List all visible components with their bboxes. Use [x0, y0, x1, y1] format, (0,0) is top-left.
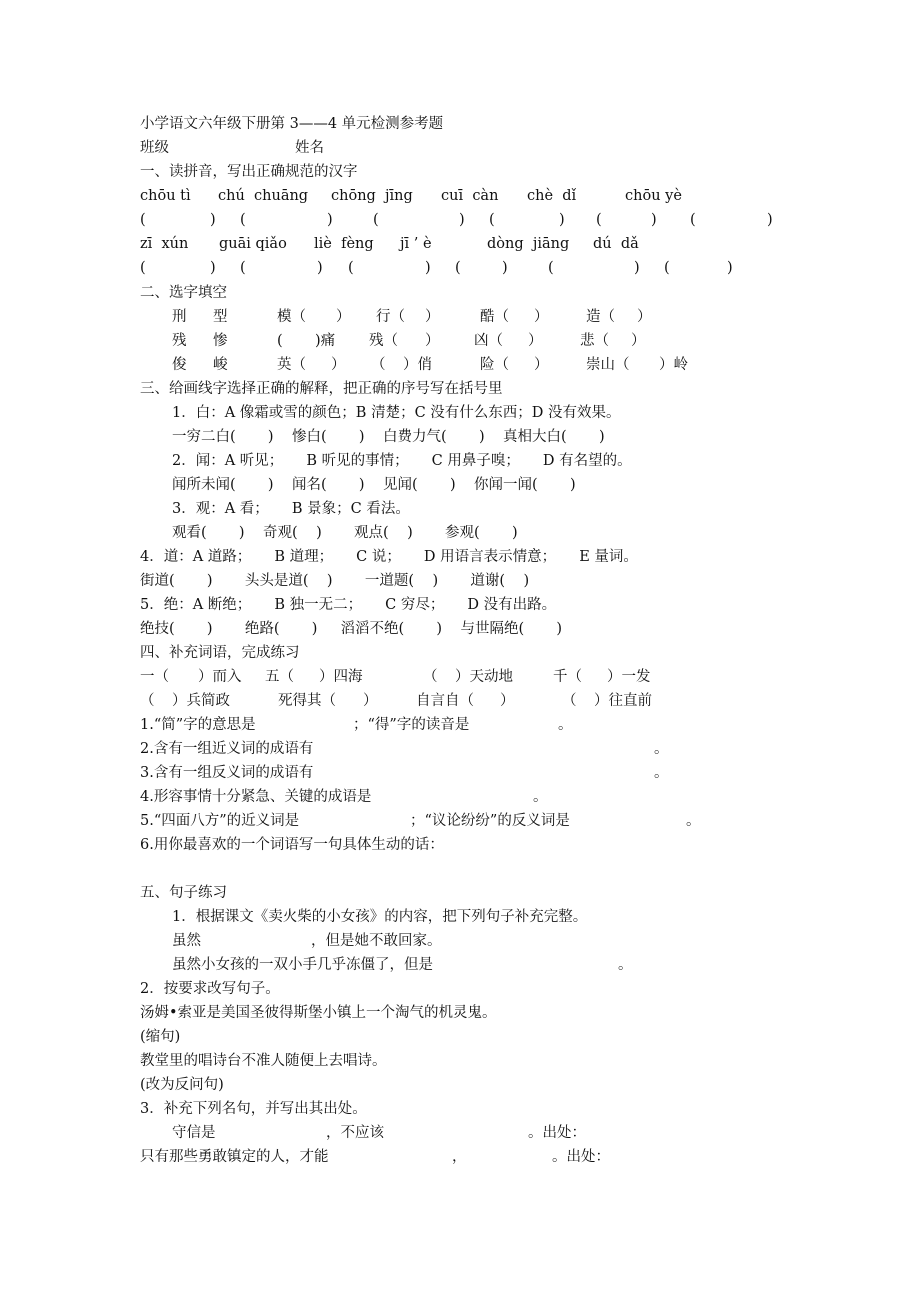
text-segment: 2.含有一组近义词的成语有 — [140, 741, 314, 757]
text-segment: ) — [502, 260, 508, 276]
text-segment: dòng jiāng — [487, 236, 570, 252]
text-segment: 4.形容事情十分紧急、关键的成语是 — [140, 789, 372, 805]
text-segment: 。 — [654, 741, 669, 757]
text-segment: 行（ — [376, 309, 405, 325]
text-segment: ） — [500, 693, 515, 709]
text-segment: 2．闻：A 听见； B 听见的事情； C 用鼻子嗅； D 有名望的。 — [172, 453, 632, 469]
text-segment: ) — [767, 212, 773, 228]
text-segment: chōng jīng — [331, 188, 413, 204]
text-segment: ）兵简政 — [172, 693, 230, 709]
text-segment: 班级 — [140, 140, 169, 156]
text-segment: ）四海 — [319, 669, 363, 685]
text-segment: 闻所未闻( ) 闻名( ) 见闻( ) 你闻一闻( ) — [172, 477, 576, 493]
text-segment: ）一发 — [607, 669, 651, 685]
text-segment: (改为反问句) — [140, 1077, 224, 1093]
text-segment: 街道( ) 头头是道( ) 一道题( ) 道谢( ) — [140, 573, 530, 589]
text-segment: chú chuāng — [218, 188, 309, 204]
text-segment: 虽然小女孩的一双小手几乎冻僵了，但是 — [172, 957, 433, 973]
text-segment: ) — [651, 212, 657, 228]
text-segment: 崇山（ — [586, 357, 630, 373]
text-segment: 。 — [533, 789, 548, 805]
text-segment: (缩句) — [140, 1029, 181, 1045]
text-segment: jī ’ è — [400, 236, 432, 252]
text-segment: ( — [455, 260, 461, 276]
text-segment: ，但是她不敢回家。 — [311, 933, 442, 949]
text-segment: 守信是 — [172, 1125, 216, 1141]
text-segment: 惨 — [213, 333, 228, 349]
text-segment: ）岭 — [659, 357, 688, 373]
text-segment: 3．补充下列名句，并写出其出处。 — [140, 1101, 367, 1117]
text-segment: ） — [336, 309, 351, 325]
text-segment: ） — [631, 333, 646, 349]
text-segment: ( — [373, 212, 379, 228]
text-segment: 。 — [654, 765, 669, 781]
text-segment: 4．道：A 道路； B 道理； C 说； D 用语言表示情意； E 量词。 — [140, 549, 638, 565]
text-segment: ( — [664, 260, 670, 276]
text-segment: 二、选字填空 — [140, 285, 227, 301]
text-segment: chè dǐ — [527, 188, 577, 204]
text-segment: 。 — [686, 813, 701, 829]
text-segment: 五（ — [265, 669, 294, 685]
text-segment: 。出处： — [552, 1149, 610, 1165]
text-segment: ） — [363, 693, 378, 709]
text-segment: guāi qiǎo — [219, 236, 287, 252]
text-segment: 峻 — [213, 357, 228, 373]
text-segment: 千（ — [553, 669, 582, 685]
text-segment: 三、给画线字选择正确的解释，把正确的序号写在括号里 — [140, 381, 503, 397]
text-segment: ）俏 — [403, 357, 432, 373]
text-segment: ）而入 — [198, 669, 242, 685]
text-segment: 6.用你最喜欢的一个词语写一句具体生动的话： — [140, 837, 444, 853]
text-segment: 汤姆•索亚是美国圣彼得斯堡小镇上一个淘气的机灵鬼。 — [140, 1005, 497, 1021]
text-segment: 。出处： — [528, 1125, 586, 1141]
text-segment: 观看( ) 奇观( ) 观点( ) 参观( ) — [172, 525, 518, 541]
text-segment: （ — [140, 693, 155, 709]
text-segment: ) — [327, 212, 333, 228]
text-segment: cuī càn — [441, 188, 499, 204]
text-segment: 刑 — [172, 309, 187, 325]
text-segment: 。 — [618, 957, 633, 973]
text-segment: 只有那些勇敢镇定的人，才能 — [140, 1149, 329, 1165]
text-segment: 教堂里的唱诗台不准人随便上去唱诗。 — [140, 1053, 387, 1069]
text-segment: 1.“简”字的意思是 — [140, 717, 256, 733]
text-segment: )痛 — [315, 333, 336, 349]
text-segment: ) — [559, 212, 565, 228]
text-segment: liè fèng — [314, 236, 374, 252]
text-segment: ）天动地 — [455, 669, 513, 685]
text-segment: ( — [348, 260, 354, 276]
text-segment: （ — [371, 357, 386, 373]
text-segment: 姓名 — [295, 140, 324, 156]
text-segment: 造（ — [586, 309, 615, 325]
text-segment: （ — [423, 669, 438, 685]
text-segment: ( — [240, 212, 246, 228]
text-segment: ） — [534, 309, 549, 325]
text-segment: 四、补充词语，完成练习 — [140, 645, 300, 661]
text-segment: ) — [425, 260, 431, 276]
text-segment: ） — [425, 333, 440, 349]
text-segment: ， — [452, 1149, 467, 1165]
text-segment: ） — [425, 309, 440, 325]
text-segment: ( — [489, 212, 495, 228]
text-segment: 型 — [213, 309, 228, 325]
text-segment: dú dǎ — [593, 236, 639, 252]
text-segment: ) — [210, 260, 216, 276]
text-segment: 一、读拼音，写出正确规范的汉字 — [140, 164, 358, 180]
text-segment: ，不应该 — [326, 1125, 384, 1141]
text-segment: ( — [140, 212, 146, 228]
text-segment: 一穷二白( ) 惨白( ) 白费力气( ) 真相大白( ) — [172, 429, 605, 445]
text-segment: ) — [634, 260, 640, 276]
text-segment: 酷（ — [480, 309, 509, 325]
text-segment: ( — [277, 333, 283, 349]
text-segment: 3．观：A 看； B 景象；C 看法。 — [172, 501, 410, 517]
text-segment: ( — [140, 260, 146, 276]
text-segment: ) — [727, 260, 733, 276]
text-segment: chōu yè — [625, 188, 682, 204]
text-segment: （ — [562, 693, 577, 709]
text-segment: 五、句子练习 — [140, 885, 227, 901]
text-segment: ( — [690, 212, 696, 228]
text-segment: ；“得”字的读音是 — [353, 717, 470, 733]
text-segment: ( — [548, 260, 554, 276]
text-segment: 一（ — [140, 669, 169, 685]
text-segment: 残 — [172, 333, 187, 349]
text-segment: 5．绝：A 断绝； B 独一无二； C 穷尽； D 没有出路。 — [140, 597, 557, 613]
text-segment: 绝技( ) 绝路( ) 滔滔不绝( ) 与世隔绝( ) — [140, 621, 563, 637]
text-segment: 英（ — [277, 357, 306, 373]
text-segment: 虽然 — [172, 933, 201, 949]
text-segment: 残（ — [369, 333, 398, 349]
text-segment: 险（ — [480, 357, 509, 373]
text-segment: 凶（ — [474, 333, 503, 349]
text-segment: 模（ — [277, 309, 306, 325]
text-segment: 2．按要求改写句子。 — [140, 981, 280, 997]
text-segment: ( — [596, 212, 602, 228]
text-segment: 死得其（ — [278, 693, 336, 709]
text-segment: ) — [459, 212, 465, 228]
text-segment: 3.含有一组反义词的成语有 — [140, 765, 314, 781]
text-segment: ；“议论纷纷”的反义词是 — [410, 813, 570, 829]
text-segment: ） — [528, 333, 543, 349]
text-segment: ( — [240, 260, 246, 276]
text-segment: ) — [210, 212, 216, 228]
text-segment: 自言自（ — [416, 693, 474, 709]
text-segment: ）往直前 — [594, 693, 652, 709]
text-segment: 小学语文六年级下册第 3——4 单元检测参考题 — [140, 116, 444, 132]
text-segment: 。 — [558, 717, 573, 733]
text-segment: 俊 — [172, 357, 187, 373]
text-segment: 1．白：A 像霜或雪的颜色；B 清楚；C 没有什么东西；D 没有效果。 — [172, 405, 621, 421]
text-segment: ) — [317, 260, 323, 276]
text-segment: zī xún — [140, 236, 189, 252]
text-segment: ） — [534, 357, 549, 373]
text-segment: 5.“四面八方”的近义词是 — [140, 813, 300, 829]
text-segment: chōu tì — [140, 188, 191, 204]
text-segment: ） — [637, 309, 652, 325]
text-segment: ） — [331, 357, 346, 373]
text-segment: 1．根据课文《卖火柴的小女孩》的内容，把下列句子补充完整。 — [172, 909, 588, 925]
text-segment: 悲（ — [580, 333, 609, 349]
